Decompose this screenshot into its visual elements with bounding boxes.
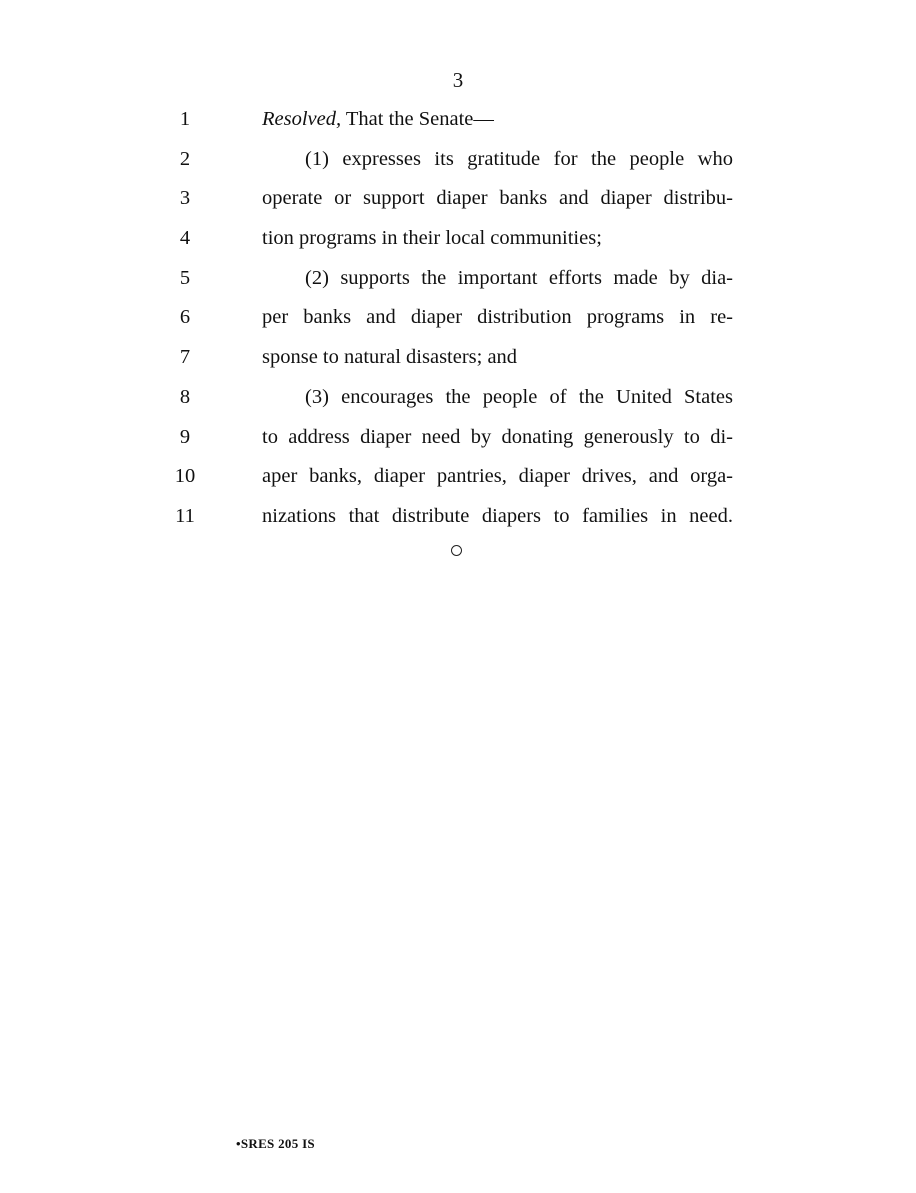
line-text: nizations that distribute diapers to families in need. <box>262 505 733 527</box>
document-id: SRES 205 IS <box>240 1136 315 1151</box>
line-number: 11 <box>175 505 195 527</box>
text-line-9 <box>0 423 916 451</box>
text-line-2 <box>0 145 916 173</box>
text-line-6 <box>0 303 916 331</box>
end-of-document-circle-icon <box>451 545 462 556</box>
text-line-5 <box>0 264 916 292</box>
line-text: (1) expresses its gratitude for the people who <box>305 148 733 170</box>
line-text: operate or support diaper banks and diaper distribu- <box>262 187 733 209</box>
line-text: tion programs in their local communities; <box>262 227 602 249</box>
line-text: per banks and diaper distribution programs in re- <box>262 306 733 328</box>
text-line-10 <box>0 462 916 490</box>
resolved-clause: That the Senate— <box>341 108 494 130</box>
line-text: aper banks, diaper pantries, diaper drives, and orga- <box>262 465 733 487</box>
line-number: 10 <box>174 465 196 487</box>
line-number: 1 <box>179 108 191 130</box>
line-text <box>262 105 733 133</box>
text-line-8 <box>0 383 916 411</box>
line-number: 4 <box>179 227 191 249</box>
page-number: 3 <box>452 68 464 92</box>
bullet-mark: • <box>236 1136 241 1151</box>
text-line-11 <box>0 502 916 530</box>
line-number: 6 <box>179 306 191 328</box>
line-number: 3 <box>179 187 191 209</box>
resolved-label: Resolved, <box>262 108 342 130</box>
text-line-3 <box>0 184 916 212</box>
line-number: 9 <box>179 426 191 448</box>
line-text: sponse to natural disasters; and <box>262 346 518 368</box>
document-identifier <box>236 1136 315 1152</box>
line-number: 8 <box>179 386 191 408</box>
line-number: 5 <box>179 267 191 289</box>
text-line-4 <box>0 224 916 252</box>
line-text: to address diaper need by donating generously to di- <box>262 426 733 448</box>
line-number: 2 <box>179 148 191 170</box>
line-text: (3) encourages the people of the United States <box>305 386 733 408</box>
line-text: (2) supports the important efforts made by dia- <box>305 267 733 289</box>
text-line-7 <box>0 343 916 371</box>
text-line-1 <box>0 105 916 133</box>
line-number: 7 <box>179 346 191 368</box>
